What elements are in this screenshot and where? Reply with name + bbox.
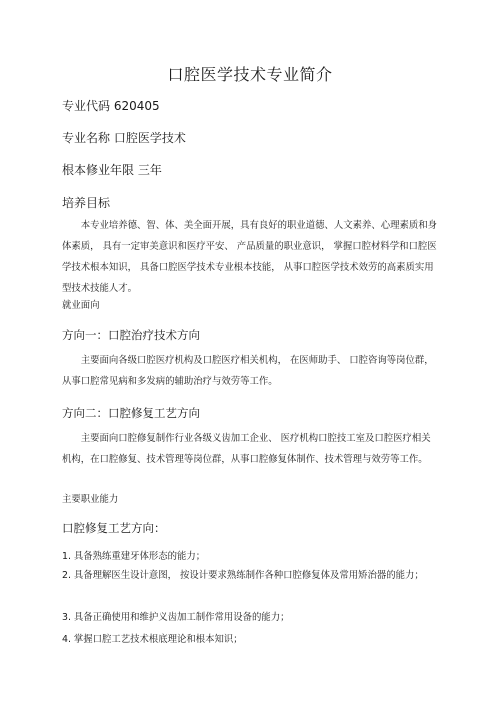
ability-heading: 主要职业能力 [62, 494, 119, 505]
ability-subheading: 口腔修复工艺方向： [62, 521, 166, 535]
page-title: 口腔医学技术专业简介 [167, 65, 333, 84]
goal-heading: 培养目标 [62, 196, 111, 210]
direction1-paragraph: 主要面向各级口腔医疗机构及口腔医疗相关机构， 在医师助手、 口腔咨询等岗位群，从事口腔常见病和多发病的辅助治疗与效劳等工作。 [62, 355, 434, 387]
major-name: 专业名称 口腔医学技术 [62, 131, 186, 145]
employment-heading: 就业面向 [62, 300, 100, 311]
direction2-paragraph: 主要面向口腔修复制作行业各级义齿加工企业、 医疗机构口腔技工室及口腔医疗相关机构，在口腔修复、技术管理等岗位群，从事口腔修复体制作、技术管理与效劳等工作。 [62, 433, 431, 465]
direction1-heading: 方向一：口腔治疗技术方向 [62, 328, 200, 342]
goal-paragraph: 本专业培养德、智、体、美全面开展，具有良好的职业道德、人文素养、心理素质和身体素质， 具有一定审美意识和医疗平安、 产品质量的职业意识， 掌握口腔材料学和口腔医学技术根本知识， 具备口腔医学技术专业根本技能， 从事口腔医学技术效劳的高素质实用型技术技能人才。 [62, 220, 438, 294]
ability-item: 2. 具备理解医生设计意图， 按设计要求熟练制作各种口腔修复体及常用矫治器的能力； [62, 570, 424, 581]
ability-item: 1. 具备熟练重建牙体形态的能力； [62, 551, 206, 562]
ability-item: 4. 掌握口腔工艺技术根底理论和根本知识； [62, 634, 243, 645]
ability-item: 3. 具备正确使用和维护义齿加工制作常用设备的能力； [62, 612, 290, 623]
study-years: 根本修业年限 三年 [62, 163, 162, 177]
direction2-heading: 方向二：口腔修复工艺方向 [62, 406, 200, 420]
major-code: 专业代码 620405 [62, 99, 160, 113]
